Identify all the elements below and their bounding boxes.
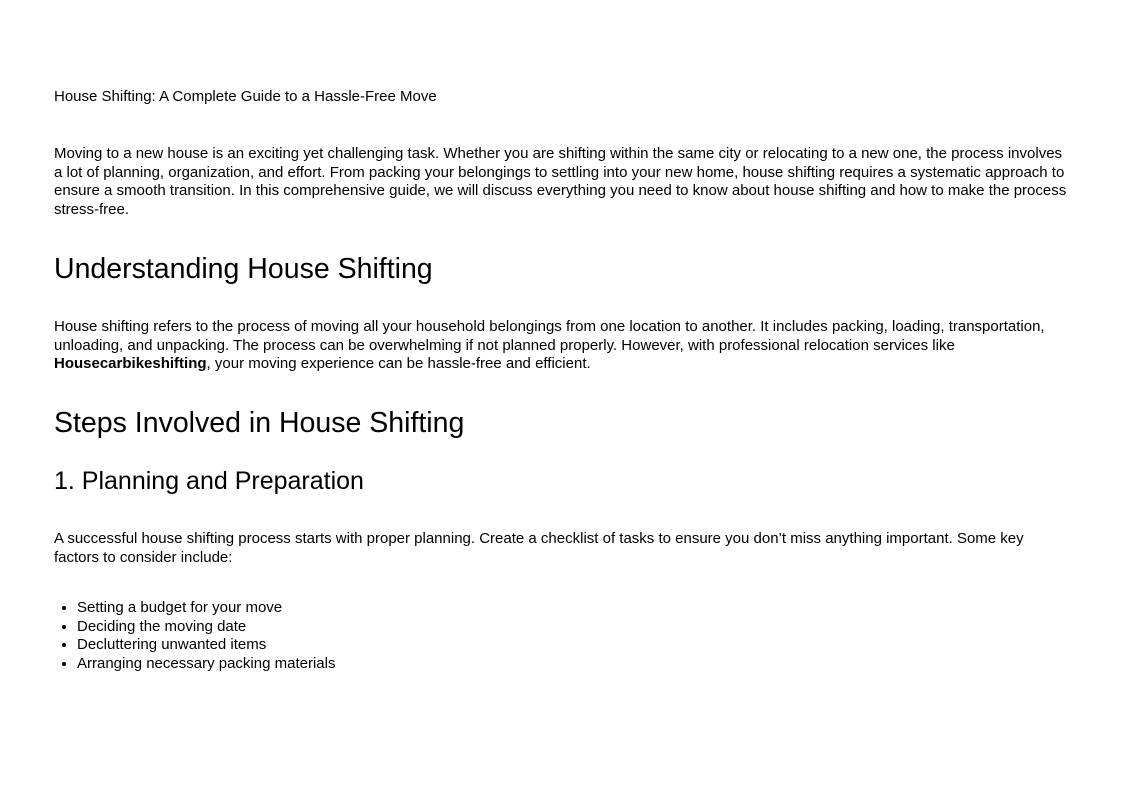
- planning-paragraph: A successful house shifting process starts with proper planning. Create a checklist of tasks to ensure you don’t miss anything important. Some key factors to consider include:: [54, 530, 1024, 566]
- intro-paragraph: Moving to a new house is an exciting yet challenging task. Whether you are shifting within the same city or relocating to a new one, the process involves a lot of planning, organization, and effort. From packing your belongings to settling into your new home, house shifting requires a systematic approach to ensure a smooth transition. In this comprehensive guide, we will discuss everything you need to know about house shifting and how to make the process stress-free.: [54, 145, 1067, 219]
- list-item: • Setting a budget for your move: [77, 599, 335, 618]
- subsection-heading-planning: 1. Planning and Preparation: [54, 467, 364, 495]
- list-item: • Decluttering unwanted items: [77, 636, 335, 655]
- understanding-paragraph: [54, 318, 1072, 374]
- understanding-text-before: House shifting refers to the process of moving all your household belongings from one location to another. It includes packing, loading, transportation, unloading, and unpacking. The process can be overwhelming if not planned properly. However, with professional relocation services like: [54, 318, 1045, 354]
- planning-checklist: [54, 599, 335, 674]
- list-item: • Arranging necessary packing materials: [77, 655, 335, 674]
- understanding-text-after: , your moving experience can be hassle-free and efficient.: [206, 355, 591, 373]
- list-item: • Deciding the moving date: [77, 618, 335, 637]
- section-heading-understanding: Understanding House Shifting: [54, 253, 433, 285]
- section-heading-steps: Steps Involved in House Shifting: [54, 407, 465, 439]
- brand-name: Housecarbikeshifting: [54, 355, 207, 373]
- document-title: House Shifting: A Complete Guide to a Hassle-Free Move: [54, 88, 437, 105]
